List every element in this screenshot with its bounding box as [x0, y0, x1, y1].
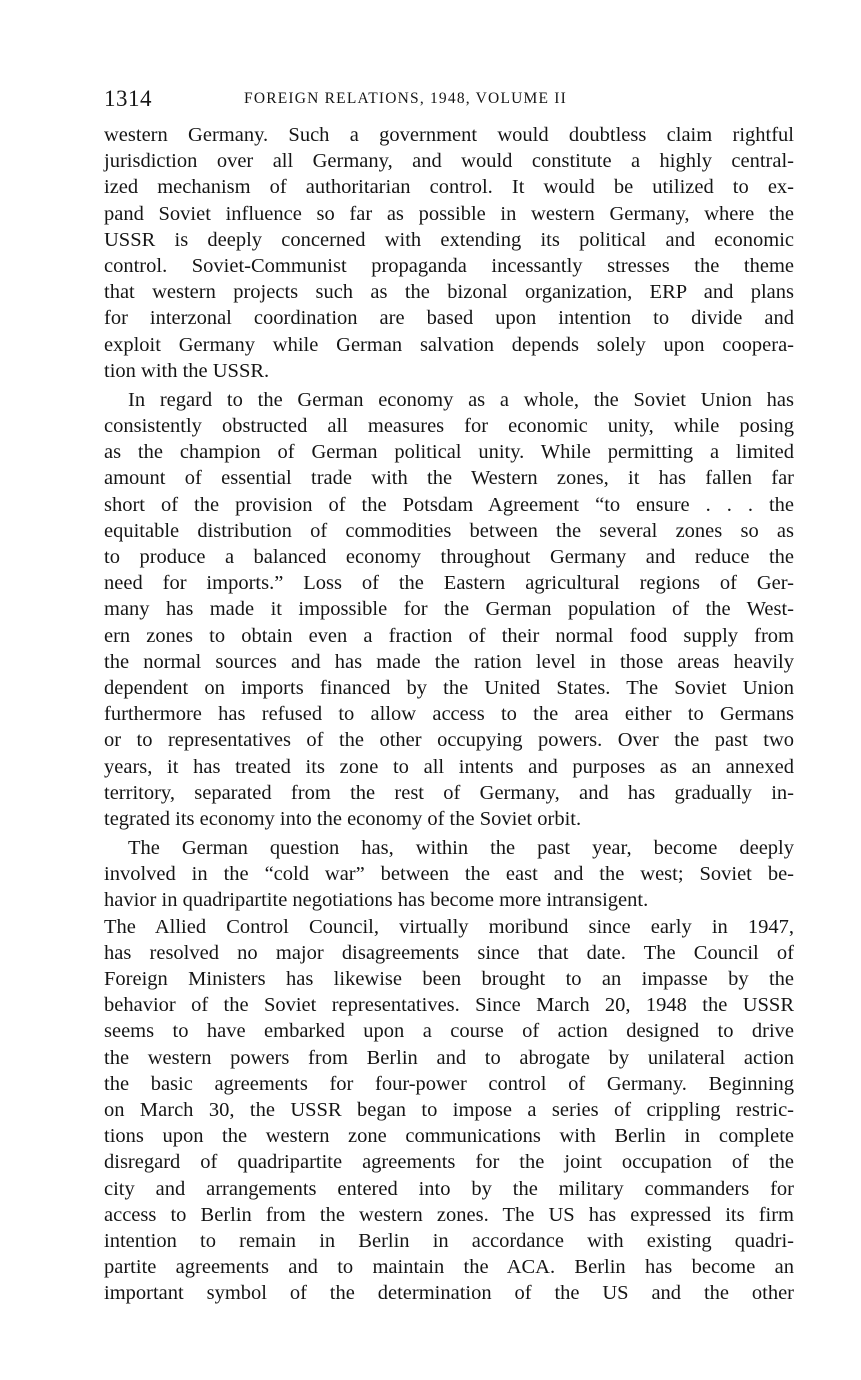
text-line: The German question has, within the past year, become deeply	[128, 837, 794, 860]
text-line: territory, separated from the rest of Germany, and has gradually in-	[104, 781, 794, 804]
body-text	[104, 122, 794, 1306]
text-line: furthermore has refused to allow access to the area either to Germans	[104, 703, 794, 726]
text-line: tegrated its economy into the economy of the Soviet orbit.	[104, 807, 582, 830]
text-line: USSR is deeply concerned with extending its political and economic	[104, 228, 794, 251]
text-line: consistently obstructed all measures for economic unity, while posing	[104, 415, 794, 438]
text-line: as the champion of German political unity. While permitting a limited	[104, 441, 794, 464]
paragraph-3	[104, 835, 794, 1306]
text-line: disregard of quadripartite agreements for the joint occupation of the	[104, 1151, 794, 1174]
text-line: seems to have embarked upon a course of action designed to drive	[104, 1020, 794, 1043]
text-line: involved in the “cold war” between the east and the west; Soviet be-	[104, 863, 794, 886]
text-line: has resolved no major disagreements since that date. The Council of	[104, 941, 794, 964]
text-line: jurisdiction over all Germany, and would constitute a highly central-	[104, 150, 794, 173]
text-line: the western powers from Berlin and to abrogate by unilateral action	[104, 1046, 794, 1069]
text-line: important symbol of the determination of the US and the other	[104, 1282, 794, 1305]
text-line: short of the provision of the Potsdam Agreement “to ensure . . . the	[104, 493, 794, 516]
text-line: amount of essential trade with the Western zones, it has fallen far	[104, 467, 794, 490]
text-line: havior in quadripartite negotiations has become more intransigent.	[104, 889, 649, 912]
document-page	[104, 86, 794, 1306]
text-line: equitable distribution of commodities between the several zones so as	[104, 519, 794, 542]
text-line: need for imports.” Loss of the Eastern agricultural regions of Ger-	[104, 572, 794, 595]
text-line: ized mechanism of authoritarian control. It would be utilized to ex-	[104, 176, 794, 199]
page-number: 1314	[104, 86, 152, 111]
text-line: pand Soviet influence so far as possible in western Germany, where the	[104, 202, 794, 225]
paragraph-1	[104, 122, 794, 384]
text-line: In regard to the German economy as a whole, the Soviet Union has	[128, 388, 794, 411]
text-line: on March 30, the USSR began to impose a series of crippling restric-	[104, 1098, 794, 1121]
paragraph-2	[104, 387, 794, 832]
text-line: exploit Germany while German salvation depends solely upon coopera-	[104, 333, 794, 356]
text-line: Foreign Ministers has likewise been brought to an impasse by the	[104, 968, 794, 990]
running-head-title: FOREIGN RELATIONS, 1948, VOLUME II	[244, 90, 567, 107]
text-line: The Allied Control Council, virtually moribund since early in 1947,	[104, 915, 794, 938]
text-line: tion with the USSR.	[104, 359, 270, 382]
text-line: many has made it impossible for the German population of the West-	[104, 598, 794, 621]
text-line: the normal sources and has made the ration level in those areas heavily	[104, 650, 794, 673]
running-head	[104, 86, 794, 122]
text-line: city and arrangements entered into by the military commanders for	[104, 1177, 794, 1200]
text-line: control. Soviet-Communist propaganda incessantly stresses the theme	[104, 254, 794, 277]
text-line: access to Berlin from the western zones. The US has expressed its firm	[104, 1203, 794, 1226]
text-line: partite agreements and to maintain the ACA. Berlin has become an	[104, 1256, 794, 1279]
text-line: ern zones to obtain even a fraction of their normal food supply from	[104, 624, 794, 647]
text-line: intention to remain in Berlin in accordance with existing quadri-	[104, 1229, 794, 1252]
text-line: behavior of the Soviet representatives. Since March 20, 1948 the USSR	[104, 994, 794, 1017]
text-line: for interzonal coordination are based upon intention to divide and	[104, 307, 794, 330]
text-line: dependent on imports financed by the United States. The Soviet Union	[104, 676, 794, 699]
text-line: to produce a balanced economy throughout Germany and reduce the	[104, 546, 794, 568]
text-line: years, it has treated its zone to all intents and purposes as an annexed	[104, 755, 794, 778]
text-line: tions upon the western zone communications with Berlin in complete	[104, 1125, 794, 1148]
text-line: or to representatives of the other occupying powers. Over the past two	[104, 729, 794, 752]
text-line: western Germany. Such a government would doubtless claim rightful	[104, 124, 794, 146]
text-line: that western projects such as the bizonal organization, ERP and plans	[104, 281, 794, 304]
text-line: the basic agreements for four-power control of Germany. Beginning	[104, 1072, 794, 1095]
